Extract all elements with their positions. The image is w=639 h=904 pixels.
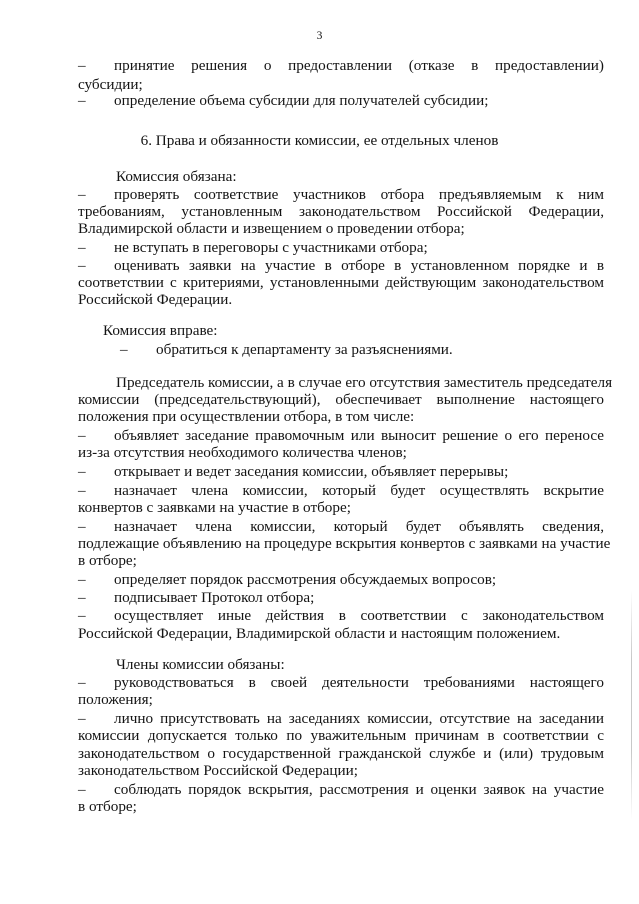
text-line: Члены комиссии обязаны: <box>116 656 285 673</box>
text-line: – соблюдать порядок вскрытия, рассмотрения и оценки заявок на участие <box>78 781 604 798</box>
text-line: – объявляет заседание правомочным или выносит решение о его переносе <box>78 427 604 444</box>
text-line: – проверять соответствие участников отбора предъявляемым к ним <box>78 186 604 203</box>
text-line: Комиссия вправе: <box>103 322 218 339</box>
text-line: в отборе; <box>78 798 137 815</box>
text-line: подлежащие объявлению на процедуре вскрытия конвертов с заявками на участие <box>78 535 611 552</box>
text-line: Российской Федерации, Владимирской области и настоящим положением. <box>78 625 561 642</box>
text-line: – не вступать в переговоры с участниками отбора; <box>78 239 428 256</box>
text-line: Владимирской области и извещением о проведении отбора; <box>78 220 465 237</box>
text-line: законодательством о государственной гражданской службе и (или) трудовым <box>78 745 604 762</box>
text-line: – подписывает Протокол отбора; <box>78 589 315 606</box>
text-line: – назначает члена комиссии, который будет осуществлять вскрытие <box>78 482 604 499</box>
text-line: – открывает и ведет заседания комиссии, объявляет перерывы; <box>78 463 509 480</box>
text-line: – оценивать заявки на участие в отборе в установленном порядке и в <box>78 257 604 274</box>
text-line: комиссии (председательствующий), обеспечивает выполнение настоящего <box>78 391 604 408</box>
text-line: Председатель комиссии, а в случае его отсутствия заместитель председателя <box>116 374 613 391</box>
section-heading: 6. Права и обязанности комиссии, ее отдельных членов <box>140 132 499 149</box>
text-line: Российской Федерации. <box>78 291 233 308</box>
text-line: требованиям, установленным законодательством Российской Федерации, <box>78 203 604 220</box>
text-line: из-за отсутствия необходимого количества членов; <box>78 444 407 461</box>
text-line: – назначает члена комиссии, который будет объявлять сведения, <box>78 518 604 535</box>
page-number: 3 <box>316 30 323 42</box>
text-line: – руководствоваться в своей деятельности требованиями настоящего <box>78 674 604 691</box>
text-line: положения при осуществлении отбора, в том числе: <box>78 408 415 425</box>
text-line: – определяет порядок рассмотрения обсуждаемых вопросов; <box>78 571 497 588</box>
text-line: законодательством Российской Федерации; <box>78 762 358 779</box>
text-line: – принятие решения о предоставлении (отказе в предоставлении) <box>78 57 604 74</box>
text-line: комиссии допускается только по уважительным причинам в соответствии с <box>78 727 604 744</box>
scan-edge-shadow <box>631 590 632 820</box>
text-line: – определение объема субсидии для получателей субсидии; <box>78 92 489 109</box>
text-line: конвертов с заявками на участие в отборе; <box>78 499 351 516</box>
text-line: – осуществляет иные действия в соответствии с законодательством <box>78 607 604 624</box>
text-line: положения; <box>78 691 153 708</box>
text-line: – обратиться к департаменту за разъяснениями. <box>120 341 453 358</box>
text-line: в отборе; <box>78 552 137 569</box>
text-line: – лично присутствовать на заседаниях комиссии, отсутствие на заседании <box>78 710 604 727</box>
text-line: Комиссия обязана: <box>116 168 237 185</box>
text-line: субсидии; <box>78 76 143 93</box>
text-line: соответствии с критериями, установленными действующим законодательством <box>78 274 604 291</box>
